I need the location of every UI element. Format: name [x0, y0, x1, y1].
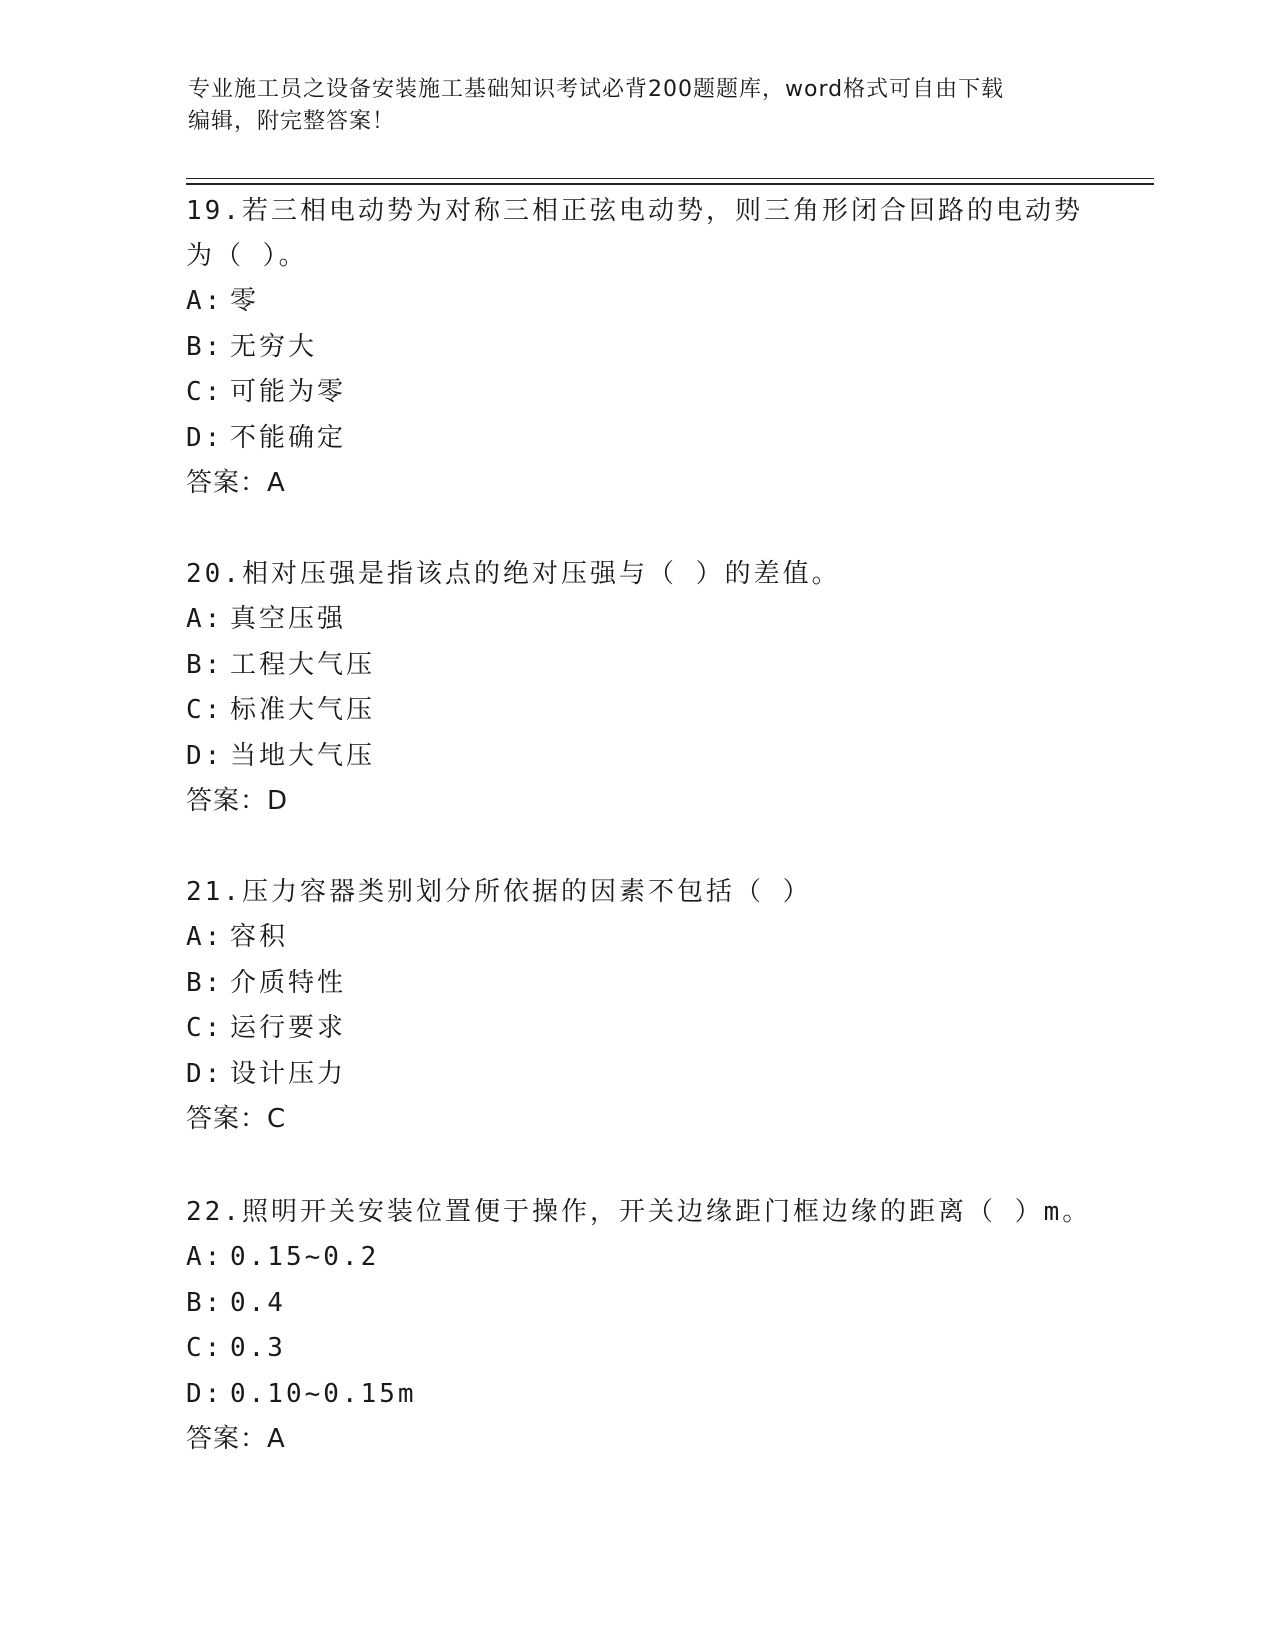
option-c: [186, 370, 1106, 416]
option-b: [186, 961, 1106, 1007]
option-a: [186, 279, 1106, 325]
option-letter: B:: [186, 331, 224, 362]
option-text: 0.15~0.2: [230, 1242, 380, 1272]
option-letter: D:: [186, 422, 224, 453]
option-d: [186, 416, 1106, 462]
option-a: [186, 915, 1106, 961]
option-letter: C:: [186, 1333, 224, 1363]
question-stem: 21.压力容器类别划分所依据的因素不包括（ ）: [186, 877, 812, 907]
option-text: 介质特性: [230, 967, 347, 998]
option-text: 不能确定: [230, 422, 347, 453]
option-text: 标准大气压: [230, 695, 376, 725]
option-letter: B:: [186, 967, 224, 998]
option-a: [186, 1235, 1106, 1281]
option-d: [186, 734, 1106, 780]
option-c: [186, 688, 1106, 734]
option-c: [186, 1006, 1106, 1052]
option-text: 容积: [230, 922, 289, 952]
option-letter: D:: [186, 1058, 224, 1089]
question-stem: 20.相对压强是指该点的绝对压强与（ ）的差值。: [186, 559, 841, 589]
option-text: 0.4: [230, 1287, 286, 1318]
option-letter: A:: [186, 604, 224, 634]
option-letter: A:: [186, 922, 224, 952]
question-20: [186, 552, 1106, 825]
question-21: [186, 870, 1106, 1143]
option-b: [186, 325, 1106, 371]
option-text: 0.10~0.15m: [230, 1378, 417, 1409]
option-text: 真空压强: [230, 604, 347, 634]
answer-line: 答案：A: [186, 1424, 286, 1454]
option-letter: D:: [186, 740, 224, 771]
option-b: [186, 1281, 1106, 1327]
answer-line: 答案：C: [186, 1104, 287, 1134]
header-title-line2: 编辑，附完整答案！: [188, 109, 396, 134]
option-text: 可能为零: [230, 377, 347, 407]
option-text: 设计压力: [230, 1058, 347, 1089]
option-text: 无穷大: [230, 331, 318, 362]
answer-line: 答案：A: [186, 468, 286, 498]
question-stem: 22.照明开关安装位置便于操作，开关边缘距门框边缘的距离（ ）m。: [186, 1197, 1092, 1227]
option-text: 0.3: [230, 1333, 286, 1363]
header-divider-thick: [186, 183, 1154, 185]
question-22: [186, 1190, 1106, 1463]
header-divider-thin: [186, 178, 1154, 179]
option-letter: D:: [186, 1378, 224, 1409]
option-b: [186, 643, 1106, 689]
option-text: 零: [230, 286, 260, 316]
option-letter: C:: [186, 377, 224, 407]
option-text: 当地大气压: [230, 740, 376, 771]
option-letter: A:: [186, 286, 224, 316]
option-letter: B:: [186, 649, 224, 680]
option-letter: C:: [186, 1013, 224, 1043]
option-letter: A:: [186, 1242, 224, 1272]
option-d: [186, 1372, 1106, 1418]
option-letter: C:: [186, 695, 224, 725]
question-stem: 19.若三相电动势为对称三相正弦电动势，则三角形闭合回路的电动势: [186, 196, 1083, 226]
answer-line: 答案：D: [186, 786, 289, 816]
question-19: [186, 189, 1106, 507]
option-a: [186, 597, 1106, 643]
question-stem-continued: 为（ ）。: [186, 241, 308, 271]
document-header: [188, 74, 1088, 138]
option-c: [186, 1326, 1106, 1372]
option-d: [186, 1052, 1106, 1098]
option-text: 工程大气压: [230, 649, 376, 680]
option-text: 运行要求: [230, 1013, 347, 1043]
option-letter: B:: [186, 1287, 224, 1318]
header-title-line1: 专业施工员之设备安装施工基础知识考试必背200题题库，word格式可自由下载: [188, 77, 1005, 102]
